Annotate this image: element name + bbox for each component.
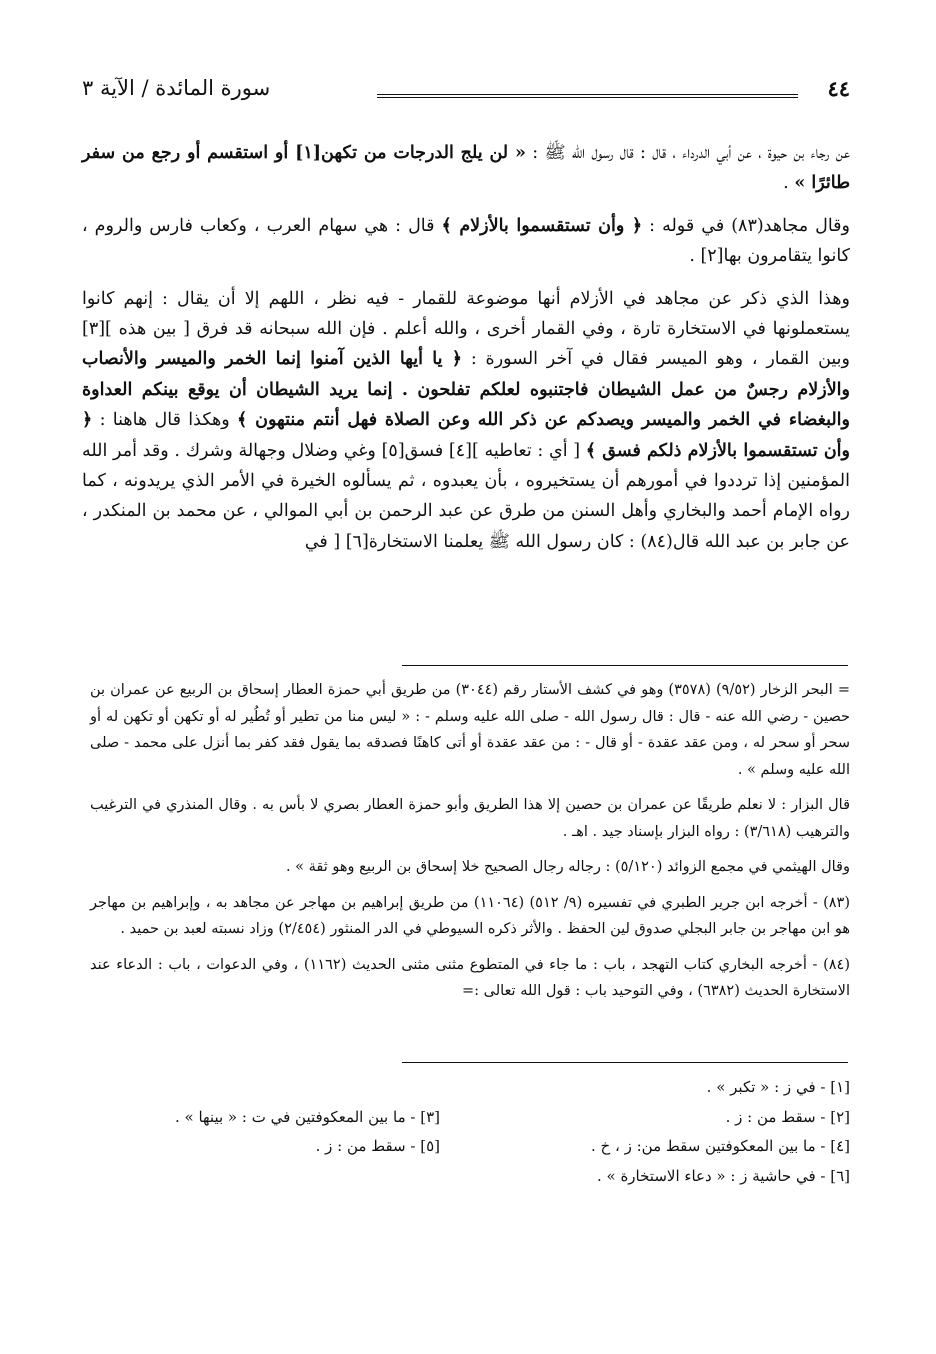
text-run: عن رجاء بن حيوة ، عن أبي الدرداء ، قال : قال رسول الله ﷺ : — [525, 143, 851, 163]
variant-3: [٣] - ما بين المعكوفتين في ت : « بينها » . — [174, 1107, 440, 1126]
text-run: وقال مجاهد(٨٣) في قوله : — [642, 215, 850, 236]
variant-6: [٦] - في حاشية ز : « دعاء الاستخارة » . — [596, 1166, 850, 1185]
paragraph-mujahid — [82, 211, 850, 272]
text-run: وهكذا قال هاهنا : — [92, 410, 237, 431]
variant-row — [90, 1167, 850, 1197]
text-run: وهذا الذي ذكر عن مجاهد في الأزلام أنها موضوعة للقمار - فيه نظر ، اللهم إلا أن يقال : إنهم كانوا يستعملونها في الاستخارة تارة ، وفي القمار أخرى ، والله أعلم . فإن الله سبحانه قد فرق [ بين هذه ][٣] وبين القمار ، وهو الميسر فقال في آخر السورة : — [82, 288, 850, 370]
variant-5: [٥] - سقط من : ز . — [315, 1137, 440, 1155]
variant-1: [١] - في ز : « تكبر » . — [706, 1078, 850, 1096]
header-rule — [377, 94, 798, 98]
footnote: وقال الهيثمي في مجمع الزوائد (٥/١٢٠) : رجاله رجال الصحيح خلا إسحاق بن الربيع وهو ثقة » . — [285, 859, 850, 875]
page-number: ٤٤ — [827, 76, 850, 101]
footnote-83: (٨٣) - أخرجه ابن جرير الطبري في تفسيره (٩/ ٥١٢) (١١٠٦٤) من طريق إبراهيم بن مهاجر عن مجاهد به ، وإبراهيم بن مهاجر هو ابن مهاجر بن جابر البجلي صدوق لين الحفظ . والأثر ذكره السيوطي في الدر المنثور (٢/٤٥٤) وزاد نسبته لعبد بن حميد . — [90, 894, 850, 937]
hadith-quote: « لن يلج الدرجات من تكهن[١] أو استقسم أو رجع من سفر طائرًا » — [82, 143, 850, 194]
variant-2: [٢] - سقط من : ز . — [725, 1107, 850, 1126]
footnote: قال البزار : لا نعلم طريقًا عن عمران بن حصين إلا هذا الطريق وأبو حمزة العطار بصري لا بأس به . وقال المنذري في الترغيب والترهيب (٣/٦١٨) : رواه البزار بإسناد جيد . اهـ . — [90, 797, 850, 840]
quran-quote: ﴿ وأن تستقسموا بالأزلام ﴾ — [441, 215, 643, 236]
footnote-separator — [402, 665, 848, 666]
variant-row — [90, 1137, 850, 1167]
quran-quote: ﴿ يا أيها الذين آمنوا إنما الخمر والميسر والأنصاب والأزلام رجسٌ من عمل الشيطان فاجتنبوه لعلكم تفلحون . إنما يريد الشيطان أن يوقع بينكم العداوة والبغضاء في الخمر والميسر ويصدكم عن ذكر الله وعن الصلاة فهل أنتم منتهون ﴾ — [82, 349, 850, 431]
variants-separator — [402, 1062, 848, 1063]
text-run: [ أي : تعاطيه ][٤] فسق[٥] وغي وضلال وجهالة وشرك . وقد أمر الله المؤمنين إذا ترددوا في أمورهم أن يستخيروه ، بأن يعبدوه ، ثم يسألوه الخيرة في الأمر الذي يريدونه ، كما رواه الإمام أحمد والبخاري وأهل السنن من طرق عن عبد الرحمن بن أبي الموالي ، عن محمد بن المنكدر ، عن جابر بن عبد الله قال(٨٤) : كان رسول الله ﷺ يعلمنا الاستخارة[٦] [ في — [82, 440, 850, 552]
variant-row — [90, 1108, 850, 1138]
quran-quote: ﴿ وأن تستقسموا بالأزلام ذلكم فسق ﴾ — [82, 410, 850, 461]
footnote: = البحر الزخار (٩/٥٢) (٣٥٧٨) وهو في كشف الأستار رقم (٣٠٤٤) من طريق أبي حمزة العطار إسحاق بن الربيع عن عمران بن حصين - رضي الله عنه - قال : قال رسول الله - صلى الله عليه وسلم - : « ليس منا من تطير أو تُطُير له أو تكهن أو تكهن له أو سحر أو سحر له ، ومن عقد عقدة - أو قال - : من عقد عقدة أو أتى كاهنًا فصدقه بما يقول فقد كفر بما أنزل على محمد - صلى الله عليه وسلم » . — [90, 682, 850, 778]
manuscript-variants — [90, 1078, 850, 1196]
variant-4: [٤] - ما بين المعكوفتين سقط من: ز ، خ . — [590, 1137, 850, 1155]
footnotes — [90, 677, 850, 1014]
paragraph-commentary — [82, 284, 850, 558]
variant-row — [90, 1078, 850, 1108]
footnote-84: (٨٤) - أخرجه البخاري كتاب التهجد ، باب : ما جاء في المتطوع مثنى مثنى الحديث (١١٦٢) ، وفي الدعوات ، باب : الدعاء عند الاستخارة الحديث (٦٣٨٢) ، وفي التوحيد باب : قول الله تعالى := — [90, 956, 850, 999]
text-run: قال : هي سهام العرب ، وكعاب فارس والروم ، كانوا يتقامرون بها[٢] . — [82, 215, 850, 267]
paragraph-hadith — [82, 138, 850, 199]
page-header — [82, 76, 850, 116]
running-title: سورة المائدة / الآية ٣ — [82, 76, 271, 100]
main-text — [82, 138, 850, 569]
text-run: . — [783, 173, 795, 194]
